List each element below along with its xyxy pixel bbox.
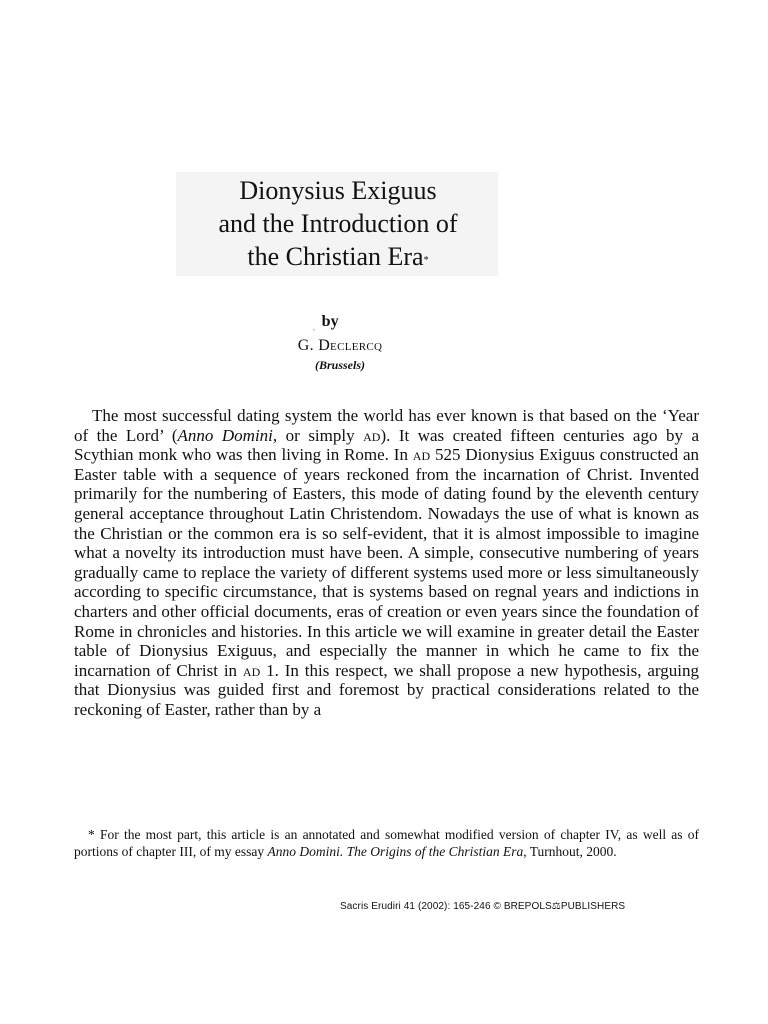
scan-mark: ˛	[313, 322, 316, 331]
byline-by	[313, 313, 365, 331]
footnote-italic-title: Anno Domini. The Origins of the Christian Era	[267, 844, 524, 860]
body-ad-3: ad	[242, 660, 261, 680]
title-line-3	[150, 240, 526, 273]
body-ad-1: ad	[363, 425, 381, 445]
footnote-text-1: * For the most part, this article is an annotated and somewhat modified version of chapter IV, as well as of portions of chapter III, of my essay	[74, 827, 699, 860]
body-text-1: The most successful dating system the world has ever known is that based on the ‘Year of the Lord’ (	[74, 406, 699, 445]
author-initial: G. D	[297, 337, 331, 354]
title-footnote-marker: *	[423, 255, 429, 266]
body-paragraph	[74, 406, 699, 720]
by-word: by	[321, 313, 339, 330]
author-surname: eclercq	[330, 337, 383, 354]
body-text-2: ). It was created fifteen centuries ago by a Scythian monk who was then living in Rome. In	[74, 425, 700, 465]
author-affiliation: (Brussels)	[314, 358, 365, 372]
article-title	[150, 174, 526, 273]
title-line-2: and the Introduction of	[218, 209, 458, 238]
footnote	[74, 826, 699, 861]
body-italic-anno-domini: Anno Domini	[177, 425, 273, 445]
body-text-4: 1. In this respect, we shall propose a new hypothesis, arguing that Dionysius was guided first and foremost by practical considerations related to the reckoning of Easter, rather than by a	[74, 660, 699, 719]
footnote-text-2: , Turnhout, 2000.	[523, 844, 617, 860]
title-line-3-text: the Christian Era	[247, 242, 424, 271]
body-ad-2: ad	[412, 445, 431, 465]
title-line-1: Dionysius Exiguus	[239, 176, 437, 205]
author-name	[230, 337, 450, 355]
body-text-3: 525 Dionysius Exiguus constructed an Easter table with a sequence of years reckoned from the incarnation of Christ. Invented primarily for the numbering of Easters, this mode of dating found by the eleventh century general acceptance throughout Latin Christendom. Nowadays the use of what is known as the Christian or the common era is so self-evident, that it is almost impossible to imagine what a novelty its introduction must have been. A simple, consecutive numbering of years gradually came to replace the variety of different systems used more or less simultaneously according to specific circumstance, that is systems based on regnal years and indictions in charters and other official documents, eras of creation or even years since the foundation of Rome in chronicles and histories. In this article we will examine in greater detail the Easter table of Dionysius Exiguus, and especially the manner in which he came to fix the incarnation of Christ in	[74, 445, 699, 680]
body-text-1b: , or simply	[272, 425, 364, 445]
source-citation: Sacris Erudiri 41 (2002): 165-246 © BREPOLS⚖PUBLISHERS	[340, 901, 626, 912]
